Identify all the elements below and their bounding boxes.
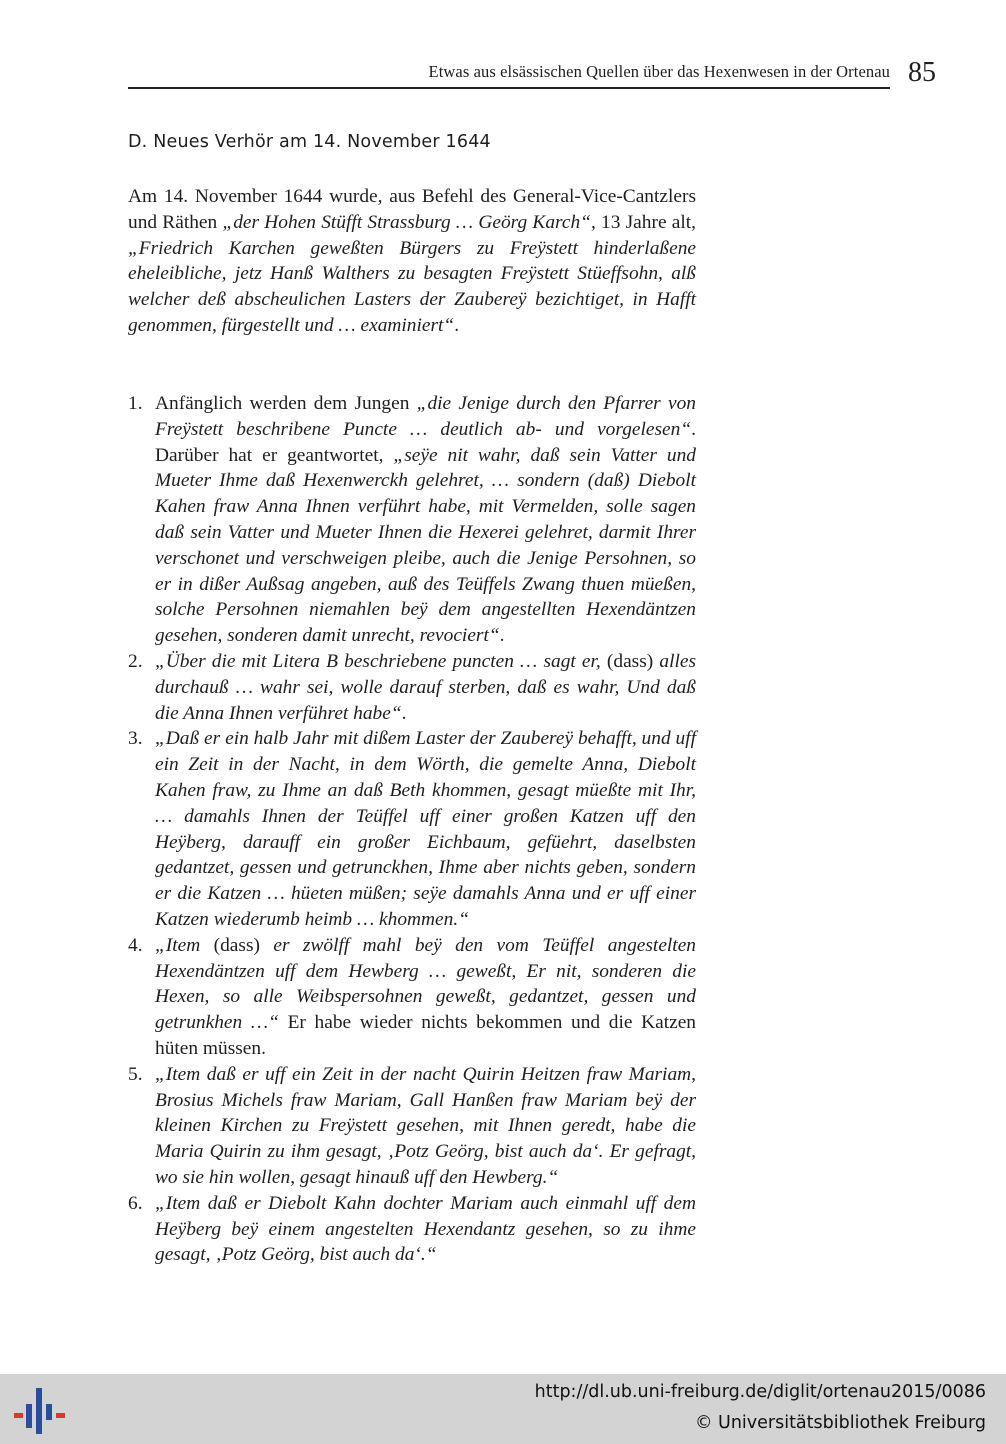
italic-quote: „Item daß er uff ein Zeit in der nacht Quirin Heitzen fraw Mariam, Brosius Michels fraw Mariam, Gall Hanßen fraw Mariam beÿ der kleinen Kirchen zu Freÿstett gesehen, mit Ihnen geredt, habe die Maria Quirin zu ihm gesagt, ‚Potz Geörg, bist auch da‘. Er gefragt, wo sie hin wollen, gesagt hinauß uff den Hewberg.“ — [155, 1063, 696, 1188]
italic-quote: alles durchauß … wahr sei, wolle darauf sterben, daß es wahr, Und daß die Anna Ihnen verführet habe“ — [155, 650, 697, 724]
page-number: 85 — [908, 57, 936, 88]
list-item-number: 5. — [128, 1063, 143, 1085]
header-rule — [128, 87, 890, 89]
list-item-number: 3. — [128, 728, 143, 750]
numbered-list — [128, 391, 696, 1268]
italic-quote: „die Jenige durch den Pfarrer von Freÿstett beschribene Puncte … deutlich ab- und vorgelesen“ — [155, 393, 696, 440]
list-item-number: 4. — [128, 934, 143, 956]
plain-text: Er habe wieder nichts bekommen und die Katzen hüten müssen. — [155, 1012, 696, 1059]
list-item — [128, 726, 696, 932]
section-heading: D. Neues Verhör am 14. November 1644 — [128, 132, 491, 152]
plain-text: (dass) — [606, 650, 660, 672]
plain-text: (dass) — [213, 934, 274, 956]
italic-quote: „Friedrich Karchen geweßten Bürgers zu Freÿstett hinderlaßene eheleibliche, jetz Hanß Walthers zu besagten Freÿstett Stüeffsohn, alß welcher deß abscheulichen Lasters der Zaubereÿ bezichtiget, in Hafft genommen, fürgestellt und … examiniert“ — [128, 237, 696, 336]
list-item-number: 6. — [128, 1192, 143, 1214]
list-item — [128, 933, 696, 1062]
plain-text: Am 14. November 1644 wurde, aus Befehl des General-Vice-Cantzlers und Räthen — [128, 186, 696, 233]
list-item — [128, 391, 696, 649]
italic-quote: „der Hohen Stüfft Strassburg … Geörg Karch“ — [222, 211, 591, 233]
plain-text: . — [499, 625, 505, 647]
plain-text: . — [401, 702, 407, 724]
list-item — [128, 1191, 696, 1268]
footer-url[interactable]: http://dl.ub.uni-freiburg.de/diglit/ortenau2015/0086 — [534, 1382, 986, 1402]
italic-quote: „seÿe nit wahr, daß sein Vatter und Mueter Ihme daß Hexenwerckh gelehret, … sondern (daß) Diebolt Kahen fraw Anna Ihnen verführt habe, mit Vermelden, solle sagen daß sein Vatter und Mueter Ihnen die Hexerei gelehret, darmit Ihrer verschonet und verschweigen pleibe, auch die Jenige Persohnen, so er in dißer Außsag angeben, auß des Teüffels Zwang thuen müeßen, solche Persohnen niemahlen beÿ dem angestellten Hexendäntzen gesehen, sonderen damit unrecht, revociert“ — [155, 444, 696, 647]
intro-paragraph — [128, 184, 696, 339]
plain-text: . — [454, 314, 460, 336]
list-item — [128, 1062, 696, 1191]
footer-copyright: © Universitätsbibliothek Freiburg — [694, 1413, 986, 1433]
italic-quote: er zwölff mahl beÿ den vom Teüffel angestelten Hexendäntzen uff dem Hewberg … geweßt, Er nit, sonderen die Hexen, so alle Weibspersohnen geweßt, gedantzet, gessen und getrunkhen …“ — [155, 934, 696, 1034]
ub-freiburg-logo-icon — [14, 1384, 66, 1436]
plain-text: Anfänglich werden dem Jungen — [155, 393, 417, 414]
list-item-number: 1. — [128, 393, 143, 414]
italic-quote: „Über die mit Litera B beschriebene puncten … sagt er, — [155, 650, 607, 672]
plain-text: , 13 Jahre alt, — [590, 211, 696, 233]
plain-text: . Darüber hat er geantwortet, — [155, 418, 696, 466]
italic-quote: „Item — [155, 934, 214, 956]
running-header-title: Etwas aus elsässischen Quellen über das Hexenwesen in der Ortenau — [428, 62, 890, 81]
italic-quote: „Daß er ein halb Jahr mit dißem Laster der Zaubereÿ behafft, und uff ein Zeit in der Nacht, in dem Wörth, die gemelte Anna, Diebolt Kahen fraw, zu Ihme an daß Beth khommen, gesagt müeßte mit Ihr, … damahls Ihnen der Teüffel uff einer großen Katzen uff den Heÿberg, darauff ein großer Eichbaum, gefüehrt, daselbsten gedantzet, gessen und getrunckhen, Ihme aber nichts geben, sondern er die Katzen … hüeten müßen; seÿe damahls Anna und er uff einer Katzen wiederumb heimb … khommen.“ — [155, 728, 696, 930]
list-item-number: 2. — [128, 650, 143, 672]
list-item — [128, 649, 696, 726]
italic-quote: „Item daß er Diebolt Kahn dochter Mariam auch einmahl uff dem Heÿberg beÿ einem angestelten Hexendantz gesehen, so zu ihme gesagt, ‚Potz Geörg, bist auch da‘.“ — [155, 1192, 696, 1266]
